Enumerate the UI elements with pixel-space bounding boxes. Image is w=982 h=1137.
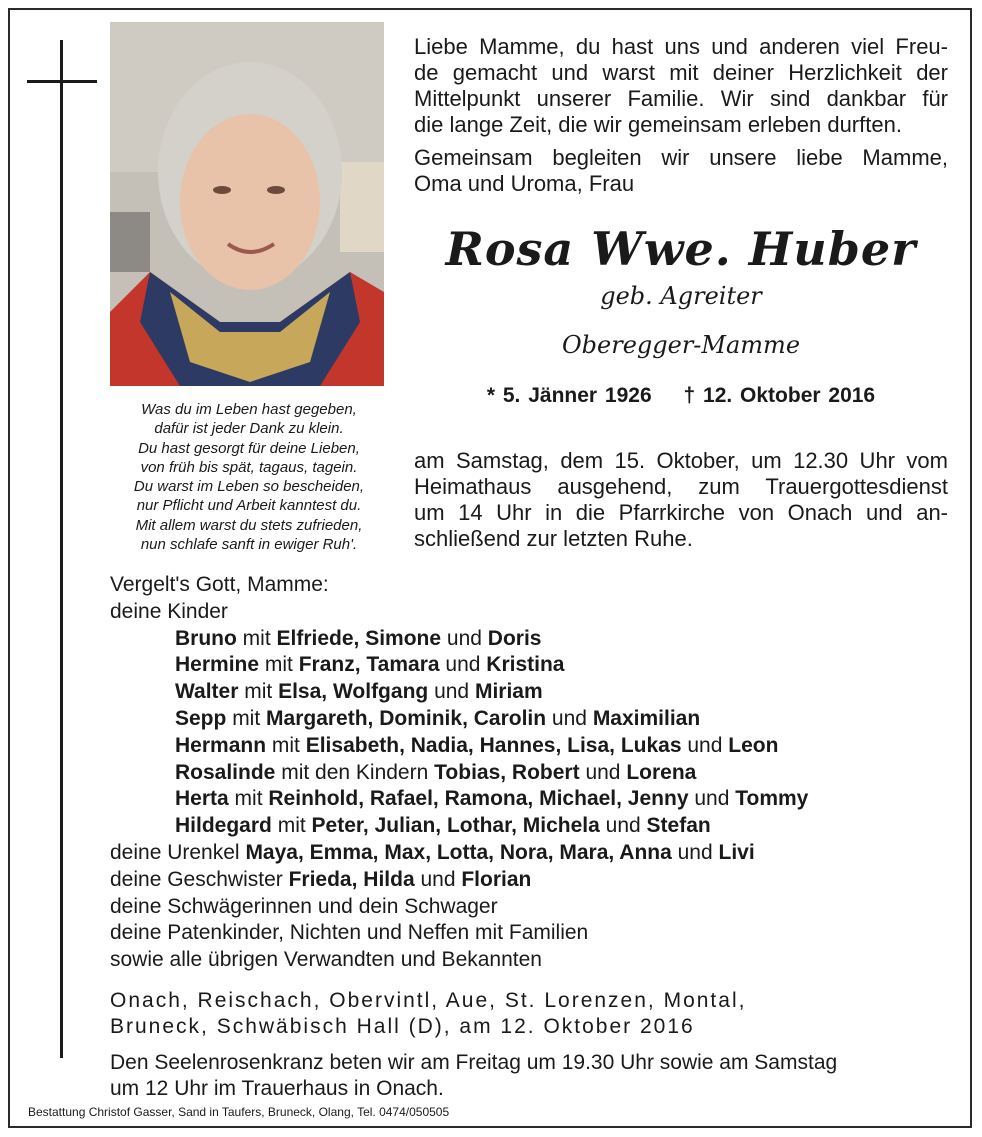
child-mit: mit [271,733,300,757]
death-date: † 12. Oktober 2016 [683,384,876,407]
child-family: Elfriede, Simone [276,626,442,650]
great-grandchildren-row [110,840,960,867]
child-row [110,706,960,733]
child-mit: mit [242,626,271,650]
child-name: Rosalinde [175,760,276,784]
child-und: und [605,814,641,838]
child-family: Elisabeth, Nadia, Hannes, Lisa, Lukas [305,733,682,757]
mourners-list [110,572,960,974]
mourners-heading: Vergelt's Gott, Mamme: [110,573,329,596]
child-und: und [434,680,470,704]
child-family: Tobias, Robert [434,760,580,784]
child-last: Miriam [474,680,543,704]
maiden-name: geb. Agreiter [600,282,762,310]
child-name: Bruno [175,626,237,650]
child-mit: mit [232,706,261,730]
child-family: Peter, Julian, Lothar, Michela [311,814,600,838]
places-and-date [110,988,950,1040]
row-names: Maya, Emma, Max, Lotta, Nora, Mara, Anna [245,840,672,864]
child-name: Hermine [175,653,260,677]
deceased-name: Rosa Wwe. Huber [445,222,917,276]
child-family: Reinhold, Rafael, Ramona, Michael, Jenny [268,787,689,811]
child-row [110,733,960,760]
cross-icon [60,40,63,1058]
portrait-photo [110,22,384,386]
intro-text [414,34,948,204]
child-und: und [551,706,587,730]
rosary-notice [110,1050,950,1102]
places-line: Bruneck, Schwäbisch Hall (D), am 12. Oktober 2016 [110,1015,695,1038]
places-line: Onach, Reischach, Obervintl, Aue, St. Lorenzen, Montal, [110,989,747,1012]
extra-row: sowie alle übrigen Verwandten und Bekannten [110,948,542,972]
child-row [110,652,960,679]
child-row [110,813,960,840]
birth-date: * 5. Jänner 1926 [486,384,652,407]
child-und: und [585,760,621,784]
child-last: Tommy [735,787,809,811]
child-last: Stefan [646,814,711,838]
child-und: und [445,653,481,677]
intro-line: die lange Zeit, die wir gemeinsam erleben durften. [414,112,902,137]
child-row [110,626,960,653]
funeral-line: schließend zur letzten Ruhe. [414,526,693,551]
rosary-line: Den Seelenrosenkranz beten wir am Freitag um 19.30 Uhr sowie am Samstag [110,1051,838,1074]
funeral-line: um 14 Uhr in die Pfarrkirche von Onach und an- [414,500,948,525]
intro-line: Liebe Mamme, du hast uns und anderen viel Freu- [414,34,948,59]
child-name: Sepp [175,706,227,730]
poem-line: von früh bis spät, tagaus, tagein. [140,458,358,476]
poem-line: Du warst im Leben so bescheiden, [133,478,365,496]
row-und: und [677,840,713,864]
poem-line: Was du im Leben hast gegeben, [141,401,357,418]
child-last: Kristina [486,653,565,677]
child-name: Walter [175,680,239,704]
child-name: Herta [175,787,229,811]
row-names: Frieda, Hilda [288,867,415,891]
child-und: und [687,733,723,757]
children-label: deine Kinder [110,599,228,623]
extra-row: deine Patenkinder, Nichten und Neffen mit Familien [110,921,589,945]
funeral-line: am Samstag, dem 15. Oktober, um 12.30 Uhr vom [414,448,948,473]
intro-line: de gemacht und warst mit deiner Herzlichkeit der [414,60,948,85]
child-family: Franz, Tamara [298,653,440,677]
siblings-row [110,867,960,894]
child-last: Lorena [626,760,697,784]
child-last: Doris [487,626,542,650]
funeral-notice [414,448,948,552]
extra-row: deine Schwägerinnen und dein Schwager [110,894,498,918]
nickname: Oberegger-Mamme [561,331,801,359]
child-name: Hermann [175,733,267,757]
memorial-poem [104,400,394,554]
life-dates [414,384,948,408]
poem-line: nur Pflicht und Arbeit kanntest du. [136,497,362,515]
funeral-line: Heimathaus ausgehend, zum Trauergottesdienst [414,474,948,499]
intro-line: Mittelpunkt unserer Familie. Wir sind dankbar für [414,86,948,111]
poem-line: Du hast gesorgt für deine Lieben, [138,439,360,457]
child-last: Leon [728,733,779,757]
row-label: deine Urenkel [110,840,240,864]
child-mit: mit [264,653,293,677]
child-row [110,679,960,706]
row-und: und [420,867,456,891]
child-last: Maximilian [592,706,701,730]
child-name: Hildegard [175,814,272,838]
poem-line: dafür ist jeder Dank zu klein. [154,420,344,438]
poem-line: Mit allem warst du stets zufrieden, [135,516,363,534]
intro-line: Gemeinsam begleiten wir unsere liebe Mamme, [414,145,948,170]
child-family: Elsa, Wolfgang [278,680,429,704]
row-last: Livi [718,840,755,864]
row-label: deine Geschwister [110,867,283,891]
rosary-line: um 12 Uhr im Trauerhaus in Onach. [110,1077,444,1100]
child-mit: mit [277,814,306,838]
child-und: und [446,626,482,650]
child-und: und [694,787,730,811]
child-family: Margareth, Dominik, Carolin [266,706,547,730]
child-row [110,760,960,787]
child-mit: mit [244,680,273,704]
funeral-home-footer: Bestattung Christof Gasser, Sand in Taufers, Bruneck, Olang, Tel. 0474/050505 [28,1105,450,1119]
intro-line: Oma und Uroma, Frau [414,171,635,196]
child-row [110,786,960,813]
cross-bar [27,80,97,83]
child-mit: mit [234,787,263,811]
row-last: Florian [461,867,532,891]
poem-line: nun schlafe sanft in ewiger Ruh'. [140,536,358,554]
child-mit: mit den Kindern [281,760,429,784]
